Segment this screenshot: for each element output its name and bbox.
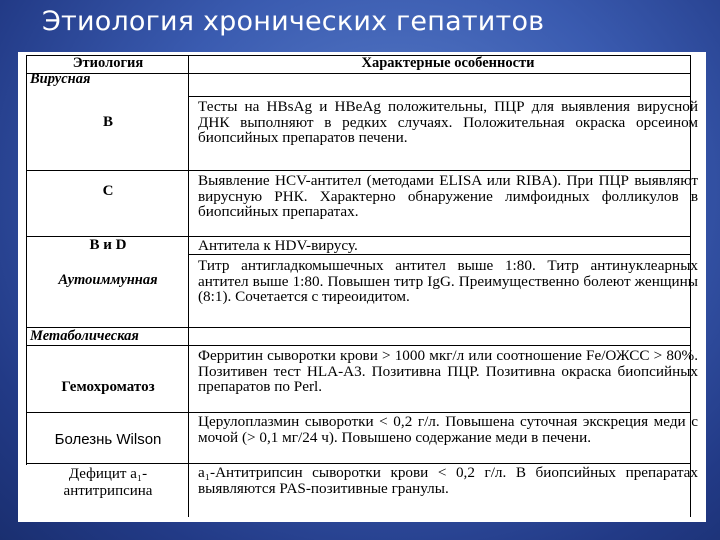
row-b-features: Тесты на HBsAg и HBeAg положительны, ПЦР для выявления вирусной ДНК выполняют в редких случаях. Положительная окраска орсеином биопсийных препаратов печени. xyxy=(198,98,698,146)
row-bd-etiology: В и D xyxy=(89,237,127,253)
row-a1at-features: а₁-Антитрипсин сыворотки крови < 0,2 г/л. В биопсийных препаратах выявляются PAS-позитивные гранулы. xyxy=(198,464,698,497)
row-divider xyxy=(188,345,690,346)
header-etiology: Этиология xyxy=(72,55,144,71)
row-hemochromatosis-etiology: Гемохроматоз xyxy=(61,379,155,395)
slide-title: Этиология хронических гепатитов xyxy=(42,6,545,37)
metabolic-label: Метаболическая xyxy=(30,328,139,344)
row-b-etiology: В xyxy=(102,114,113,130)
row-autoimmune-features: Титр антигладкомышечных антител выше 1:80. Титр антинуклеарных антител выше 1:80. Повышен титр IgG. Преимущественно болеют женщины (8:1). Сочетается с тиреоидитом. xyxy=(198,257,698,305)
row-divider xyxy=(26,345,188,346)
row-wilson-features: Церулоплазмин сыворотки < 0,2 г/л. Повышена суточная экскреция меди с мочой (> 0,1 мг/24 ч). Повышено содержание меди в печени. xyxy=(198,413,698,446)
row-a1at-etiology-line1: Дефицит а₁- xyxy=(68,466,148,482)
header-features: Характерные особенности xyxy=(361,55,535,71)
row-divider xyxy=(188,254,690,255)
row-c-etiology: С xyxy=(102,183,114,199)
row-a1at-etiology-line2: антитрипсина xyxy=(63,483,153,499)
row-divider xyxy=(26,170,690,171)
row-wilson-etiology: Болезнь Wilson xyxy=(54,431,162,448)
row-c-features: Выявление HCV-антител (методами ELISA или RIBA). При ПЦР выявляют вирусную РНК. Характерно обнаружение лимфоидных фолликулов в биопсийных препаратах. xyxy=(198,172,698,220)
column-divider xyxy=(188,55,189,517)
table-border-left xyxy=(26,55,27,465)
row-divider xyxy=(188,96,690,97)
viral-label: Вирусная xyxy=(30,71,91,87)
row-bd-features: Антитела к HDV-вирусу. xyxy=(198,237,358,254)
etiology-table xyxy=(18,52,706,522)
row-hemochromatosis-features: Ферритин сыворотки крови > 1000 мкг/л или соотношение Fe/ОЖСС > 80%. Позитивен тест HLA-A3. Позитивна ПЦР. Позитивна окраска биопсийных препаратов по Perl. xyxy=(198,347,698,395)
row-autoimmune-etiology: Аутоиммунная xyxy=(58,272,158,288)
